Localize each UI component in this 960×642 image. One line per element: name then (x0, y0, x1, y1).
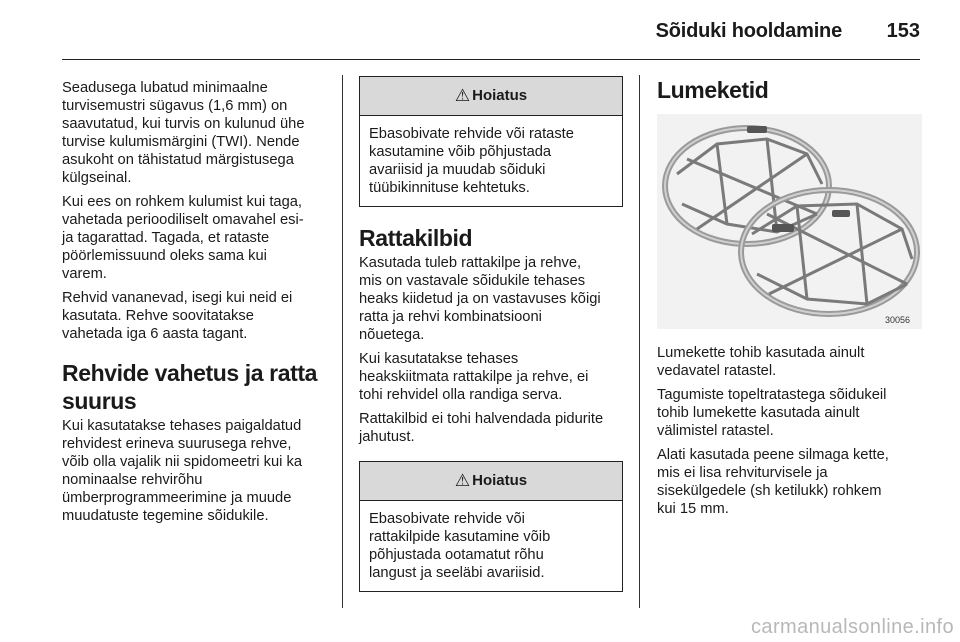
warning-title: Hoiatus (472, 87, 528, 104)
tread-depth-paragraph: Seadusega lubatud minimaalne turvisemustri sügavus (1,6 mm) on saavutatud, kui turvis on kulunud ühe turvise kulumismärgini (TWI). Nende asukoht on tähistatud märgistusega külgseinal. (62, 80, 305, 186)
snow-chains-heading: Lumeketid (657, 77, 769, 103)
tire-size-paragraph: Kui kasutatakse tehases paigaldatud rehvidest erineva suurusega rehve, võib olla vajalik nii spidomeetri kui ka nominaalse rehvirõhu ümberprogrammeerimine ja muude muudatuste tegemine sõidukile. (62, 418, 303, 524)
warning-box (359, 76, 623, 207)
snow-chain-illustration (657, 114, 922, 329)
warning-triangle-icon: ⚠ (454, 471, 471, 490)
wheel-rotation-paragraph: Kui ees on rohkem kulumist kui taga, vahetada perioodiliselt omavahel esi- ja tagarattad. Tagada, et rataste pöörlemissuund oleks sama kui varem. (62, 194, 304, 282)
tire-change-heading: Rehvide vahetus ja ratta suurus (62, 360, 318, 414)
wheel-covers-heading: Rattakilbid (359, 225, 473, 251)
warning-title: Hoiatus (472, 472, 528, 489)
warning-header (360, 77, 622, 116)
snow-chains-paragraph-2: Tagumiste topeltratastega sõidukeil tohib lumekette kasutada ainult välimistel ratastel. (657, 387, 887, 439)
column-2 (359, 76, 627, 592)
warning-text: Ebasobivate rehvide või rattakilpide kasutamine võib põhjustada ootamatut rõhu langust ja seeläbi avariisid. (369, 511, 551, 581)
figure-label: 30056 (885, 315, 911, 325)
header-title: Sõiduki hooldamine (655, 20, 842, 42)
wheel-covers-paragraph-1: Kasutada tuleb rattakilpe ja rehve, mis on vastavale sõidukile tehases heaks kiidetud ja on vastavuses kõigi ratta ja rehvi kombinatsiooni nõuetega. (359, 255, 601, 343)
warning-text: Ebasobivate rehvide või rataste kasutamine võib põhjustada avariisid ja muudab sõiduki tüübikinnituse kehtetuks. (369, 126, 574, 196)
page-number: 153 (886, 20, 920, 42)
column-divider-right (639, 75, 640, 608)
wheel-covers-paragraph-2: Kui kasutatakse tehases heakskiitmata rattakilpe ja rehve, ei tohi rehvidel olla randiga serva. (359, 351, 589, 403)
warning-box (359, 461, 623, 592)
column-1 (62, 79, 332, 531)
warning-triangle-icon: ⚠ (454, 86, 471, 105)
watermark: carmanualsonline.info (751, 616, 954, 638)
header-rule (62, 59, 920, 60)
warning-header (360, 462, 622, 501)
snow-chains-paragraph-1: Lumekette tohib kasutada ainult vedavatel ratastel. (657, 345, 865, 379)
column-3 (657, 76, 922, 524)
wheel-covers-paragraph-3: Rattakilbid ei tohi halvendada pidurite jahutust. (359, 411, 604, 445)
page-header (0, 0, 960, 62)
snow-chains-paragraph-3: Alati kasutada peene silmaga kette, mis ei lisa rehviturvisele ja sisekülgedele (sh ketilukk) rohkem kui 15 mm. (657, 447, 889, 517)
tire-aging-paragraph: Rehvid vananevad, isegi kui neid ei kasutata. Rehve soovitatakse vahetada iga 6 aasta tagant. (62, 290, 293, 342)
column-divider-left (342, 75, 343, 608)
